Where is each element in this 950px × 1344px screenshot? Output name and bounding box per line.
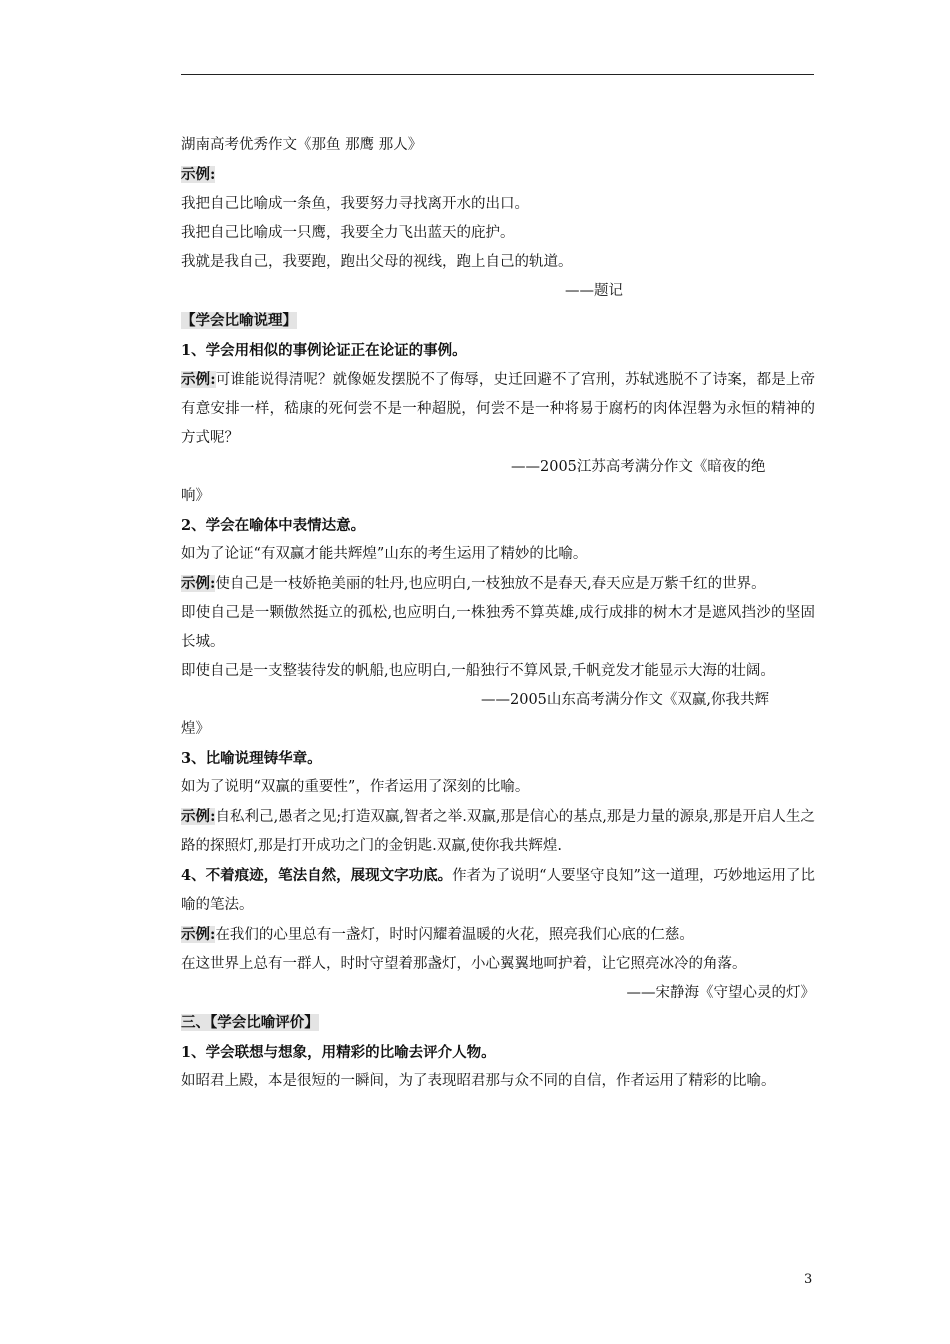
item2-example-text: 使自己是一枝娇艳美丽的牡丹,也应明白,一枝独放不是春天,春天应是万紫千红的世界。: [215, 576, 766, 592]
item2-para2: 即使自己是一颗傲然挺立的孤松,也应明白,一株独秀不算英雄,成行成排的树木才是遮风挡沙的坚固长城。: [181, 605, 815, 650]
item2-source-line1: ——2005山东高考满分作文《双赢,你我共辉: [481, 692, 770, 708]
item3-example: [181, 802, 815, 861]
item2-heading: 2、学会在喻体中表情达意。: [181, 517, 366, 534]
header-rule: [181, 74, 814, 75]
item2-para3: 即使自己是一支整装待发的帆船,也应明白,一船独行不算风景,千帆竞发才能显示大海的壮阔。: [181, 663, 775, 679]
intro-title-line: 湖南高考优秀作文《那鱼 那鹰 那人》: [181, 137, 423, 153]
item4-source: ——宋静海《守望心灵的灯》: [626, 985, 815, 1001]
item1-source-line1: ——2005江苏高考满分作文《暗夜的绝: [511, 459, 766, 475]
example-label: 示例:: [181, 371, 216, 388]
section-heading-metaphor-evaluation: 三、【学会比喻评价】: [181, 1014, 319, 1031]
intro-source: ——题记: [565, 283, 623, 299]
example-label: 示例:: [181, 166, 216, 183]
item4-heading-rest: 作者为了说明“人要坚守良知”这一道理，巧妙地运用了比喻的笔法。: [181, 868, 815, 913]
item4-heading: 4、不着痕迹，笔法自然，展现文字功底。: [181, 867, 453, 884]
intro-line-3: 我就是我自己，我要跑，跑出父母的视线，跑上自己的轨道。: [181, 254, 573, 270]
document-body: [181, 131, 815, 1096]
item4-heading-line: [181, 861, 815, 920]
item4-example-text: 在我们的心里总有一盏灯，时时闪耀着温暖的火花，照亮我们心底的仁慈。: [215, 927, 694, 943]
item4-para2: 在这世界上总有一群人，时时守望着那盏灯，小心翼翼地呵护着，让它照亮冰冷的角落。: [181, 956, 747, 972]
item5-para: 如昭君上殿，本是很短的一瞬间，为了表现昭君那与众不同的自信，作者运用了精彩的比喻。: [181, 1073, 776, 1089]
example-label: 示例:: [181, 808, 216, 825]
item1-heading: 1、学会用相似的事例论证正在论证的事例。: [181, 342, 467, 359]
example-label: 示例:: [181, 575, 216, 592]
intro-line-1: 我把自己比喻成一条鱼，我要努力寻找离开水的出口。: [181, 196, 529, 212]
item2-source-line2: 煌》: [181, 721, 210, 737]
intro-line-2: 我把自己比喻成一只鹰，我要全力飞出蓝天的庇护。: [181, 225, 515, 241]
item5-heading: 1、学会联想与想象，用精彩的比喻去评介人物。: [181, 1044, 496, 1061]
item2-example: [181, 569, 815, 599]
page-number: 3: [804, 1272, 813, 1287]
item3-example-text: 自私利己,愚者之见;打造双赢,智者之举.双赢,那是信心的基点,那是力量的源泉,那是开启人生之路的探照灯,那是打开成功之门的金钥匙.双赢,使你我共辉煌.: [181, 809, 815, 854]
example-label: 示例:: [181, 926, 216, 943]
item1-example: [181, 365, 815, 453]
item1-source-line2: 响》: [181, 488, 210, 504]
item2-intro: 如为了论证“有双赢才能共辉煌”山东的考生运用了精妙的比喻。: [181, 546, 588, 562]
item3-heading: 3、比喻说理铸华章。: [181, 750, 322, 767]
item3-intro: 如为了说明“双赢的重要性”，作者运用了深刻的比喻。: [181, 779, 530, 795]
item4-example: [181, 920, 815, 950]
section-heading-metaphor-reasoning: 【学会比喻说理】: [181, 312, 297, 329]
item1-example-text: 可谁能说得清呢？就像姬发摆脱不了侮辱，史迁回避不了宫刑，苏轼逃脱不了诗案，都是上帝有意安排一样，嵇康的死何尝不是一种超脱，何尝不是一种将易于腐朽的肉体涅磐为永恒的精神的方式呢？: [181, 372, 815, 446]
